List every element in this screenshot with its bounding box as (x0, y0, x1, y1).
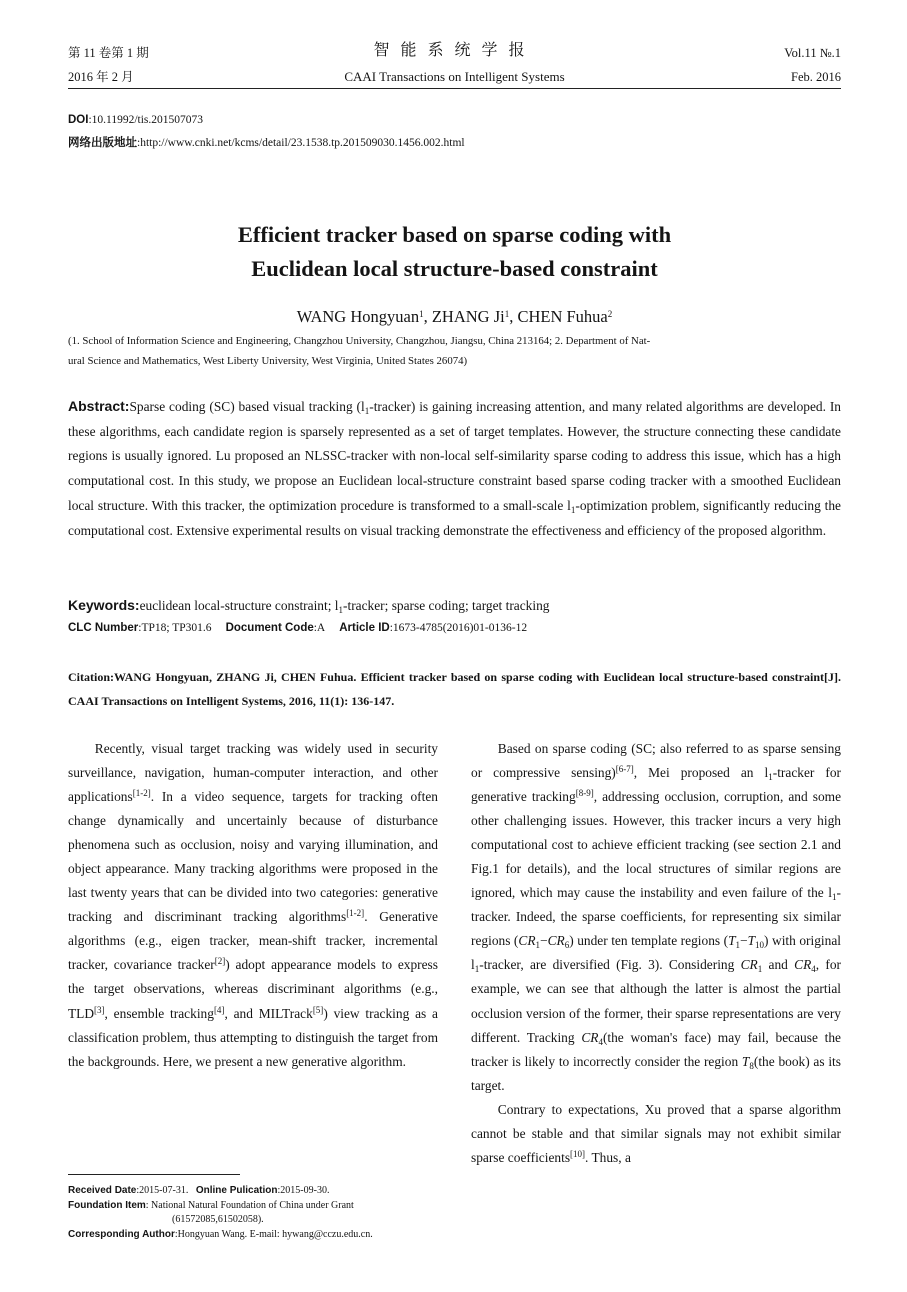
web-address-label: 网络出版地址 (68, 137, 137, 149)
author-list: WANG Hongyuan$^1$, ZHANG Ji$^1$, CHEN Fuhua$^2$ (296, 307, 613, 326)
reference-link[interactable]: [2] (214, 956, 226, 967)
citation (68, 665, 841, 713)
citation-label: Citation (68, 670, 110, 684)
footnote-grant-numbers: (61572085,61502058). (172, 1214, 264, 1225)
classification-line (68, 622, 841, 634)
footnote (68, 1184, 445, 1242)
author-1: WANG Hongyuan (296, 307, 420, 326)
reference-link[interactable]: [4] (213, 1004, 225, 1015)
abstract-label: Abstract (68, 398, 125, 414)
date-cn: 2016 年 2 月 (68, 70, 134, 84)
author-1-affil: 1 (419, 309, 424, 319)
author-2-affil: 1 (504, 309, 510, 319)
doc-code-value: :A (313, 622, 326, 634)
clc-label: CLC Number (68, 622, 139, 634)
affiliation-line-2: ural Science and Mathematics, West Liberty University, West Virginia, United States 26074) (68, 355, 468, 367)
paragraph-introduction: Recently, visual target tracking was widely used in security surveillance, navigation, human-computer interaction, and other applications[1-2]. In a video sequence, targets for tracking often change dynamically and uncertainly because of disturbance phenomena such as occlusion, noisy and varying illumination, and object appearance. Many tracking algorithms were proposed in the last twenty years that can be divided into two categories: generative tracking and discriminant tracking algorithms[1-2]. Generative algorithms (e.g., eigen tracker, mean-shift tracker, incremental tracker, covariance tracker[2]) adopt appearance models to express the target observations, whereas discriminant algorithms (e.g., TLD[3], ensemble tracking[4], and MILTrack[5]) view tracking as a classification problem, thus attempting to distinguish the target from the backgrounds. Here, we present a new generative algorithm. (68, 741, 438, 1069)
clc-value: :TP18; TP301.6 (138, 622, 212, 634)
reference-link[interactable]: [1-2] (346, 908, 365, 919)
volume-issue-cn: 第 11 卷第 1 期 (68, 46, 149, 60)
footnote-rule (68, 1174, 240, 1175)
reference-link[interactable]: [3] (94, 1004, 105, 1015)
article-id-value: :1673-4785(2016)01-0136-12 (389, 622, 528, 634)
title-line-1: Efficient tracker based on sparse coding with (237, 222, 672, 247)
reference-link[interactable]: [5] (312, 1004, 324, 1015)
reference-link[interactable]: [1-2] (132, 788, 151, 799)
citation-text: :WANG Hongyuan, ZHANG Ji, CHEN Fuhua. Efficient tracker based on sparse coding with Euclidean local structure-based constraint[J]. CAAI Transactions on Intelligent Systems, 2016, 11(1): 136-147. (68, 670, 841, 708)
author-3-affil: 2 (607, 309, 613, 319)
doc-code-label: Document Code (225, 622, 314, 634)
header-rule (68, 88, 841, 89)
body-right-column (471, 737, 841, 1170)
footnote-foundation: Foundation Item: National Natural Foundation of China under Grant (68, 1199, 354, 1211)
reference-link[interactable]: [8-9] (575, 788, 594, 799)
body-left-column (68, 737, 438, 1074)
paragraph-sparse-coding: Based on sparse coding (SC; also referred to as sparse sensing or compressive sensing)[6-7], Mei proposed an $l_1$-tracker for generative tracking[8-9], addressing occlusion, corruption, and some other challenging issues. However, this tracker incurs a very high computational cost to achieve efficient tracking (see section 2.1 and Fig.1 for details), and the local structures of similar regions are ignored, which may cause the instability and even failure of the $l_1$-tracker. Indeed, the sparse coefficients, for representing six similar regions $(CR_1-CR_6)$ under ten template regions $(T_1-T_{10})$ with original $l_1$-tracker, are diversified (Fig. 3). Considering $CR_1$ and $CR_4$, for example, we can see that although the latter is almost the partial occlusion version of the former, their sparse representations are very different. Tracking $CR_4(the$ woman's face) may fail, because the tracker is likely to incorrectly consider the region $T_8(the$ book) as its target. (471, 741, 842, 1093)
doi-value[interactable]: :10.11992/tis.201507073 (88, 114, 204, 126)
footnote-corresponding-author: Corresponding Author:Hongyuan Wang. E-mail: hywang@cczu.edu.cn. (68, 1228, 373, 1240)
web-address-link[interactable]: :http://www.cnki.net/kcms/detail/23.1538.tp.201509030.1456.002.html (137, 137, 465, 149)
web-address-line (68, 134, 465, 153)
reference-link[interactable]: [10] (570, 1148, 586, 1159)
author-3: CHEN Fuhua (517, 307, 608, 326)
keywords: Keywords:euclidean local-structure constraint; $l_1$-tracker; sparse coding; target tracking (68, 597, 550, 615)
affiliation-line-1: (1. School of Information Science and Engineering, Changzhou University, Changzhou, Jiangsu, China 213164; 2. Department of Nat- (68, 335, 651, 347)
paragraph-contrary: Contrary to expectations, Xu proved that a sparse algorithm cannot be stable and that similar signals may not exhibit similar sparse coefficients[10]. Thus, a (471, 1101, 841, 1165)
journal-name-cn: 智能系统学报 (373, 42, 536, 59)
keywords-label: Keywords (68, 597, 135, 613)
title-line-2: Euclidean local structure-based constraint (251, 256, 658, 281)
volume-issue-en: Vol.11 №.1 (784, 46, 841, 60)
abstract: Abstract:Sparse coding (SC) based visual tracking $(l_1-tracker)$ is gaining increasing attention, and many related algorithms are developed. In these algorithms, each candidate region is sparsely represented as a set of target templates. However, the structure connecting these candidate regions is usually ignored. Lu proposed an NLSSC-tracker with non-local self-similarity sparse coding to address this issue, which has a high computational cost. In this study, we propose an Euclidean local-structure constraint based sparse coding tracker with a smoothed Euclidean local structure. With this tracker, the optimization procedure is transformed to a small-scale $l_1$-optimization problem, significantly reducing the computational cost. Extensive experimental results on visual tracking demonstrate the effectiveness and efficiency of the proposed algorithm. (68, 398, 842, 538)
doi-label: DOI (68, 114, 89, 126)
reference-link[interactable]: [6-7] (615, 764, 634, 775)
paper-title (68, 218, 841, 286)
article-id-label: Article ID (339, 622, 390, 634)
date-en: Feb. 2016 (791, 70, 841, 84)
footnote-dates: Received Date:2015-07-31. Online Pulication:2015-09-30. (68, 1185, 330, 1196)
author-2: ZHANG Ji (431, 307, 505, 326)
affiliations (68, 331, 841, 371)
doi-line (68, 111, 203, 130)
journal-name-en: CAAI Transactions on Intelligent Systems (344, 69, 565, 84)
